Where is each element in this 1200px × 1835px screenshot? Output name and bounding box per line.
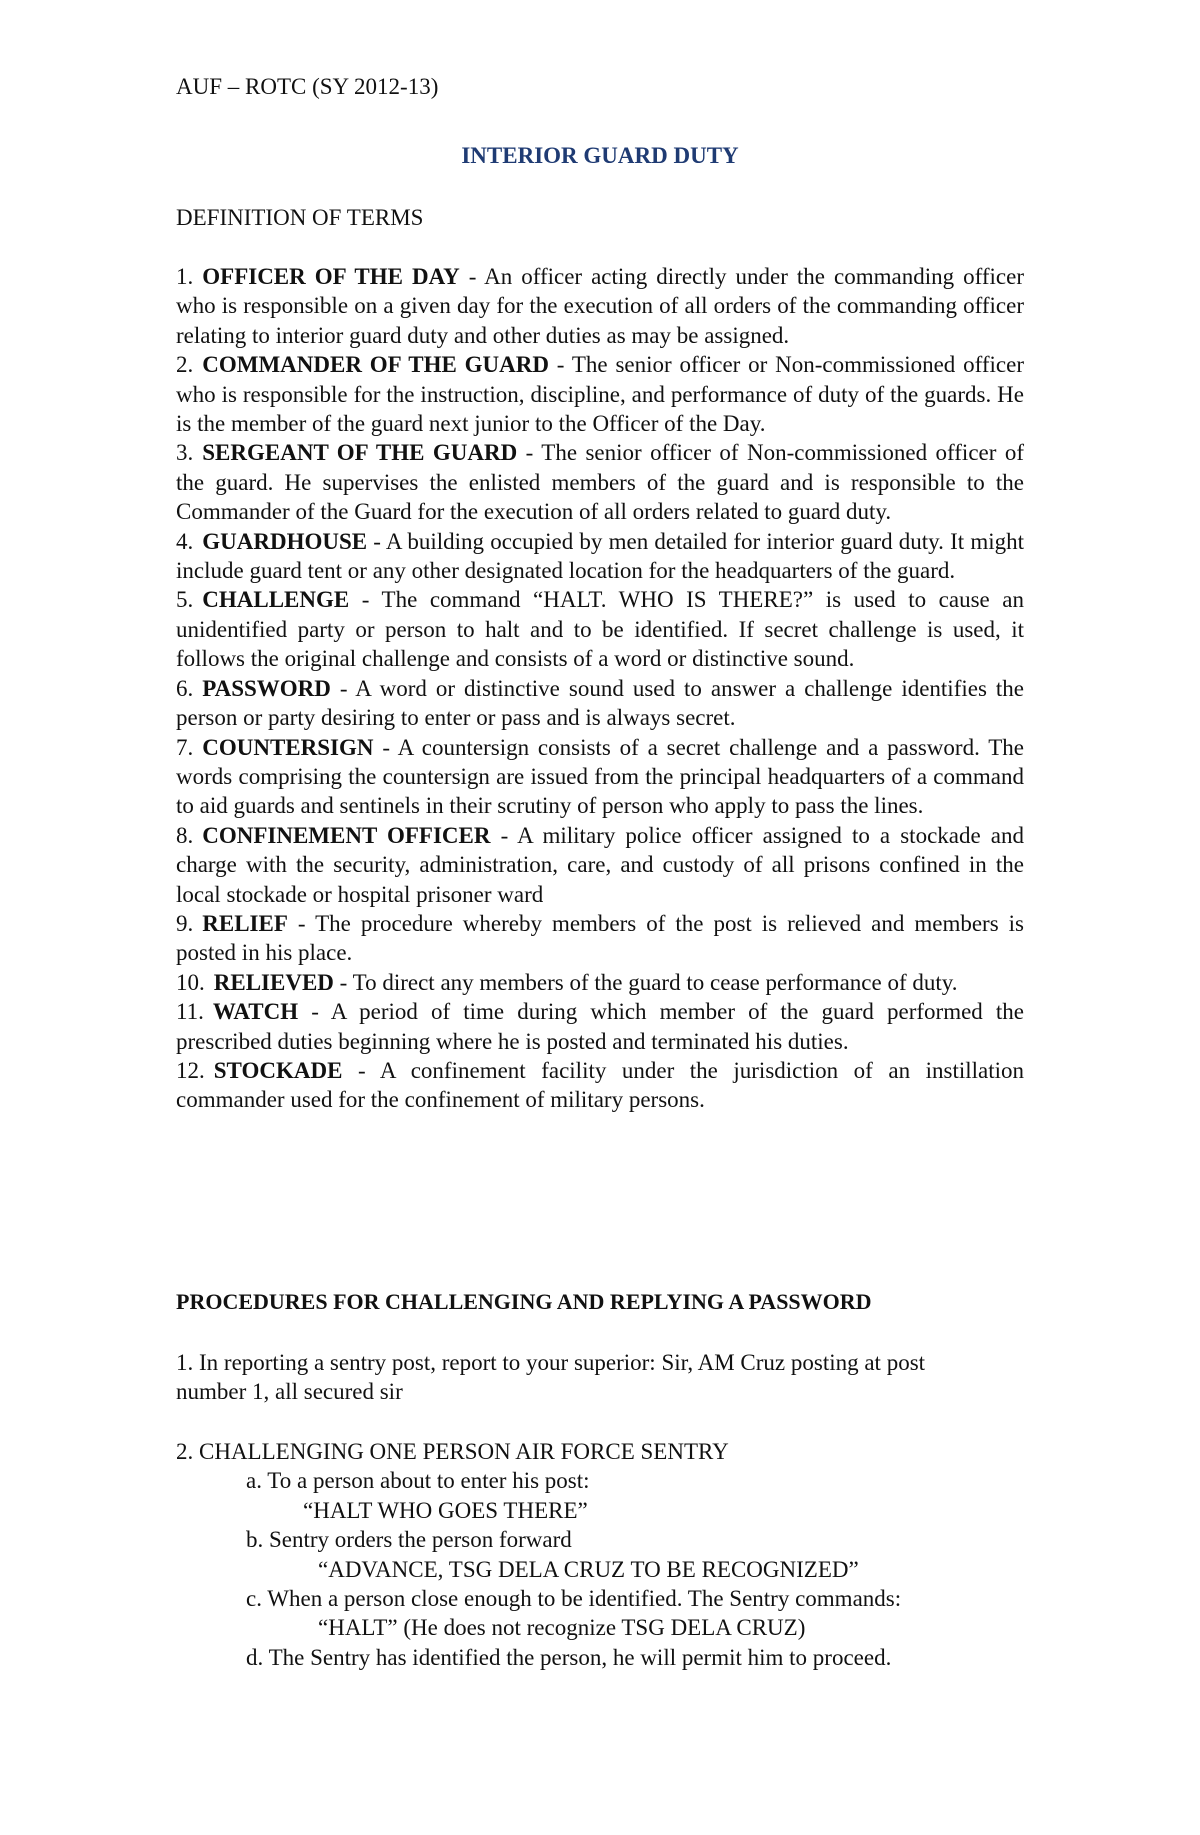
definition-number: 4. (176, 528, 194, 554)
procedure-step-1-line1: 1. In reporting a sentry post, report to your superior: Sir, AM Cruz posting at post (176, 1350, 926, 1375)
definition-number: 10. (176, 969, 205, 995)
definition-number: 8. (176, 822, 194, 848)
definition-item (176, 968, 1024, 997)
definition-item (176, 674, 1024, 733)
definition-text: - A building occupied by men detailed for interior guard duty. It might include guard tent or any other designated location for the headquarters of the guard. (176, 528, 1024, 584)
definition-text: - A countersign consists of a secret challenge and a password. The words comprising the countersign are issued from the principal headquarters of a command to aid guards and sentinels in their scrutiny of person who apply to pass the lines. (176, 734, 1024, 819)
document-title: INTERIOR GUARD DUTY (461, 143, 739, 168)
definition-item (176, 585, 1024, 673)
definition-item (176, 733, 1024, 821)
definition-number: 6. (176, 675, 194, 701)
definitions-list (176, 262, 1024, 1115)
procedure-step-2-heading: 2. CHALLENGING ONE PERSON AIR FORCE SENTRY (176, 1439, 729, 1464)
definition-term: PASSWORD (202, 675, 331, 701)
definition-item (176, 909, 1024, 968)
definition-item (176, 821, 1024, 909)
definition-term: COMMANDER OF THE GUARD (202, 352, 549, 378)
definition-text: - The senior officer or Non-commissioned officer who is responsible for the instruction, discipline, and performance of duty of the guards. He is the member of the guard next junior to the Officer of the Day. (176, 352, 1024, 437)
definition-number: 1. (176, 264, 194, 289)
definition-number: 3. (176, 440, 194, 466)
definition-text: - A confinement facility under the jurisdiction of an instillation commander used for the confinement of military persons. (176, 1057, 1024, 1113)
definition-number: 7. (176, 734, 194, 760)
procedure-step-2a: a. To a person about to enter his post: (246, 1468, 590, 1494)
definition-text: - The command “HALT. WHO IS THERE?” is used to cause an unidentified party or person to halt and to be identified. If secret challenge is used, it follows the original challenge and consists of a word or distinctive sound. (176, 587, 1024, 672)
procedure-step-2 (176, 1437, 1024, 1672)
definition-term: CHALLENGE (202, 587, 350, 613)
procedure-step-2b: b. Sentry orders the person forward (246, 1527, 572, 1553)
document-header: AUF – ROTC (SY 2012-13) (176, 74, 439, 99)
definition-item (176, 527, 1024, 586)
definition-text: - The senior officer of Non-commissioned officer of the guard. He supervises the enlisted members of the guard and is responsible to the Commander of the Guard for the execution of all orders related to guard duty. (176, 440, 1024, 525)
definition-text: - A word or distinctive sound used to answer a challenge identifies the person or party desiring to enter or pass and is always secret. (176, 675, 1024, 731)
procedure-step-1 (176, 1348, 1024, 1407)
procedures-heading: PROCEDURES FOR CHALLENGING AND REPLYING A PASSWORD (176, 1289, 872, 1314)
procedure-step-2b-quote: “ADVANCE, TSG DELA CRUZ TO BE RECOGNIZED” (318, 1556, 859, 1582)
procedure-step-1-line2: number 1, all secured sir (176, 1379, 403, 1405)
definition-number: 5. (176, 587, 194, 613)
definition-term: CONFINEMENT OFFICER (202, 822, 491, 848)
definition-item (176, 350, 1024, 438)
definition-text: - An officer acting directly under the commanding officer who is responsible on a given day for the execution of all orders of the commanding officer relating to interior guard duty and other duties as may be assigned. (176, 264, 1024, 348)
definition-number: 12. (176, 1057, 205, 1083)
definition-term: COUNTERSIGN (202, 734, 374, 760)
procedure-step-2a-quote: “HALT WHO GOES THERE” (303, 1497, 588, 1523)
definition-term: OFFICER OF THE DAY (202, 264, 460, 289)
definitions-heading: DEFINITION OF TERMS (176, 205, 424, 230)
definition-term: SERGEANT OF THE GUARD (202, 440, 518, 466)
definition-term: RELIEVED (213, 969, 334, 995)
definition-text: - A period of time during which member of the guard performed the prescribed duties beginning where he is posted and terminated his duties. (176, 999, 1024, 1054)
procedure-step-2d: d. The Sentry has identified the person, he will permit him to proceed. (246, 1644, 892, 1670)
procedure-step-2c-quote: “HALT” (He does not recognize TSG DELA CRUZ) (318, 1615, 806, 1641)
definition-item (176, 262, 1024, 350)
definition-text: - A military police officer assigned to a stockade and charge with the security, administration, care, and custody of all prisons confined in the local stockade or hospital prisoner ward (176, 822, 1024, 907)
definition-term: STOCKADE (213, 1057, 343, 1083)
definition-number: 2. (176, 352, 194, 378)
definition-item (176, 1056, 1024, 1115)
definition-term: WATCH (212, 999, 299, 1025)
definition-term: RELIEF (202, 910, 288, 936)
definition-item (176, 438, 1024, 526)
definition-number: 11. (176, 999, 204, 1025)
definition-text: - To direct any members of the guard to cease performance of duty. (333, 969, 958, 995)
definition-number: 9. (176, 910, 194, 936)
procedure-step-2c: c. When a person close enough to be identified. The Sentry commands: (246, 1586, 902, 1612)
definition-text: - The procedure whereby members of the post is relieved and members is posted in his place. (176, 910, 1024, 966)
definition-item (176, 997, 1024, 1056)
definition-term: GUARDHOUSE (202, 528, 368, 554)
